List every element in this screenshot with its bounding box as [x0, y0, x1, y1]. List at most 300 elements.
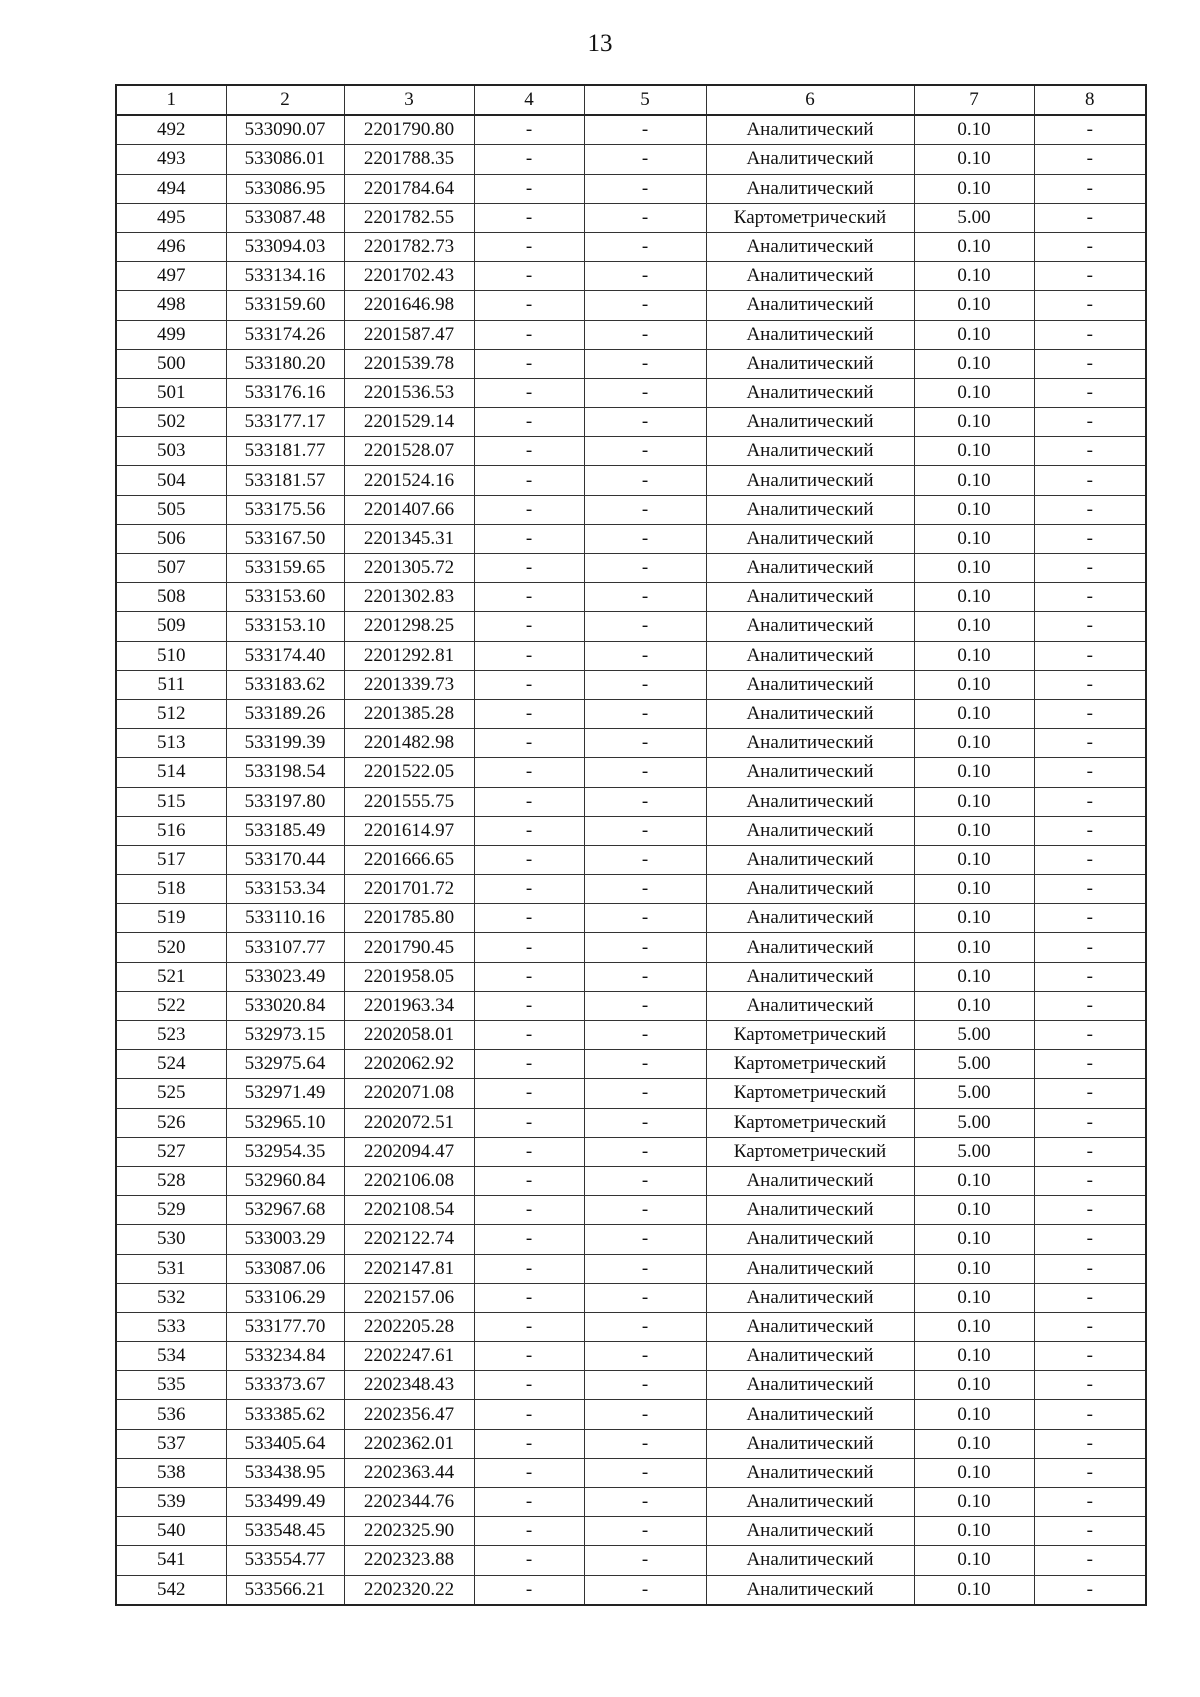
table-cell-col-8: -	[1034, 1575, 1146, 1605]
table-cell-col-1: 508	[116, 583, 226, 612]
table-cell-col-4: -	[474, 495, 584, 524]
table-cell-col-1: 494	[116, 174, 226, 203]
table-cell-col-2: 533198.54	[226, 758, 344, 787]
table-cell-col-4: -	[474, 1108, 584, 1137]
table-cell-col-4: -	[474, 991, 584, 1020]
table-cell-col-5: -	[584, 495, 706, 524]
table-cell-col-1: 502	[116, 408, 226, 437]
table-cell-col-8: -	[1034, 554, 1146, 583]
table-cell-col-7: 0.10	[914, 845, 1034, 874]
table-cell-col-3: 2201339.73	[344, 670, 474, 699]
table-cell-col-2: 533086.95	[226, 174, 344, 203]
table-cell-col-1: 516	[116, 816, 226, 845]
table-cell-col-8: -	[1034, 466, 1146, 495]
table-cell-col-8: -	[1034, 408, 1146, 437]
table-cell-col-6: Аналитический	[706, 1371, 914, 1400]
table-row	[116, 115, 1146, 145]
table-cell-col-3: 2201784.64	[344, 174, 474, 203]
table-cell-col-6: Аналитический	[706, 816, 914, 845]
table-row	[116, 203, 1146, 232]
table-cell-col-1: 505	[116, 495, 226, 524]
table-cell-col-8: -	[1034, 670, 1146, 699]
table-cell-col-2: 533170.44	[226, 845, 344, 874]
table-cell-col-3: 2202157.06	[344, 1283, 474, 1312]
table-cell-col-7: 0.10	[914, 1458, 1034, 1487]
table-cell-col-1: 522	[116, 991, 226, 1020]
table-row	[116, 408, 1146, 437]
table-cell-col-1: 519	[116, 904, 226, 933]
table-cell-col-1: 533	[116, 1312, 226, 1341]
table-cell-col-1: 496	[116, 232, 226, 261]
table-cell-col-1: 541	[116, 1546, 226, 1575]
table-cell-col-5: -	[584, 1196, 706, 1225]
table-cell-col-2: 533153.10	[226, 612, 344, 641]
table-cell-col-7: 0.10	[914, 1283, 1034, 1312]
table-cell-col-2: 533110.16	[226, 904, 344, 933]
table-cell-col-4: -	[474, 262, 584, 291]
table-cell-col-3: 2201614.97	[344, 816, 474, 845]
table-cell-col-7: 5.00	[914, 1050, 1034, 1079]
table-cell-col-3: 2201524.16	[344, 466, 474, 495]
table-cell-col-7: 0.10	[914, 174, 1034, 203]
table-cell-col-1: 507	[116, 554, 226, 583]
table-cell-col-3: 2201407.66	[344, 495, 474, 524]
table-cell-col-3: 2201701.72	[344, 875, 474, 904]
table-row	[116, 875, 1146, 904]
table-cell-col-3: 2202094.47	[344, 1137, 474, 1166]
table-cell-col-5: -	[584, 729, 706, 758]
table-cell-col-2: 533023.49	[226, 962, 344, 991]
table-row	[116, 612, 1146, 641]
table-cell-col-5: -	[584, 1021, 706, 1050]
table-cell-col-7: 0.10	[914, 991, 1034, 1020]
table-cell-col-8: -	[1034, 291, 1146, 320]
table-cell-col-6: Картометрический	[706, 1108, 914, 1137]
table-cell-col-8: -	[1034, 524, 1146, 553]
table-row	[116, 1079, 1146, 1108]
table-cell-col-6: Аналитический	[706, 1575, 914, 1605]
table-cell-col-7: 0.10	[914, 612, 1034, 641]
column-header-2: 2	[226, 85, 344, 115]
table-cell-col-1: 504	[116, 466, 226, 495]
table-cell-col-1: 498	[116, 291, 226, 320]
table-cell-col-2: 533499.49	[226, 1488, 344, 1517]
table-cell-col-4: -	[474, 320, 584, 349]
table-cell-col-5: -	[584, 991, 706, 1020]
table-cell-col-4: -	[474, 875, 584, 904]
table-cell-col-1: 526	[116, 1108, 226, 1137]
table-cell-col-6: Картометрический	[706, 1079, 914, 1108]
table-row	[116, 174, 1146, 203]
table-cell-col-6: Аналитический	[706, 378, 914, 407]
table-cell-col-4: -	[474, 291, 584, 320]
table-cell-col-6: Картометрический	[706, 1137, 914, 1166]
table-cell-col-3: 2202147.81	[344, 1254, 474, 1283]
table-cell-col-8: -	[1034, 1458, 1146, 1487]
table-row	[116, 962, 1146, 991]
table-cell-col-6: Картометрический	[706, 1021, 914, 1050]
coordinates-table	[115, 84, 1147, 1606]
table-cell-col-1: 525	[116, 1079, 226, 1108]
table-row	[116, 670, 1146, 699]
table-cell-col-4: -	[474, 1079, 584, 1108]
table-cell-col-2: 533197.80	[226, 787, 344, 816]
table-row	[116, 466, 1146, 495]
table-cell-col-8: -	[1034, 1050, 1146, 1079]
table-cell-col-8: -	[1034, 1312, 1146, 1341]
table-cell-col-8: -	[1034, 758, 1146, 787]
table-row	[116, 699, 1146, 728]
table-cell-col-5: -	[584, 524, 706, 553]
table-cell-col-6: Аналитический	[706, 1283, 914, 1312]
table-cell-col-4: -	[474, 1225, 584, 1254]
table-cell-col-1: 540	[116, 1517, 226, 1546]
table-cell-col-6: Аналитический	[706, 962, 914, 991]
table-cell-col-3: 2202323.88	[344, 1546, 474, 1575]
table-cell-col-7: 0.10	[914, 875, 1034, 904]
table-cell-col-5: -	[584, 1546, 706, 1575]
table-cell-col-2: 533185.49	[226, 816, 344, 845]
table-cell-col-7: 0.10	[914, 291, 1034, 320]
table-row	[116, 1458, 1146, 1487]
table-cell-col-5: -	[584, 1166, 706, 1195]
table-cell-col-6: Аналитический	[706, 729, 914, 758]
table-cell-col-7: 0.10	[914, 787, 1034, 816]
table-cell-col-4: -	[474, 904, 584, 933]
table-cell-col-7: 0.10	[914, 320, 1034, 349]
table-cell-col-8: -	[1034, 1488, 1146, 1517]
table-cell-col-4: -	[474, 437, 584, 466]
table-cell-col-8: -	[1034, 904, 1146, 933]
table-cell-col-8: -	[1034, 1021, 1146, 1050]
table-cell-col-7: 0.10	[914, 1575, 1034, 1605]
table-cell-col-4: -	[474, 232, 584, 261]
table-cell-col-1: 492	[116, 115, 226, 145]
table-cell-col-6: Аналитический	[706, 1225, 914, 1254]
table-cell-col-8: -	[1034, 1196, 1146, 1225]
table-cell-col-5: -	[584, 1488, 706, 1517]
table-cell-col-4: -	[474, 612, 584, 641]
table-cell-col-3: 2201536.53	[344, 378, 474, 407]
table-cell-col-7: 0.10	[914, 262, 1034, 291]
table-cell-col-7: 0.10	[914, 145, 1034, 174]
table-cell-col-8: -	[1034, 1166, 1146, 1195]
table-cell-col-6: Аналитический	[706, 145, 914, 174]
table-row	[116, 845, 1146, 874]
table-row	[116, 1312, 1146, 1341]
table-cell-col-4: -	[474, 583, 584, 612]
table-cell-col-4: -	[474, 1400, 584, 1429]
table-cell-col-3: 2201292.81	[344, 641, 474, 670]
table-row	[116, 1400, 1146, 1429]
table-cell-col-3: 2201522.05	[344, 758, 474, 787]
table-cell-col-6: Аналитический	[706, 408, 914, 437]
table-cell-col-4: -	[474, 524, 584, 553]
table-cell-col-6: Аналитический	[706, 1342, 914, 1371]
table-cell-col-4: -	[474, 174, 584, 203]
table-cell-col-8: -	[1034, 641, 1146, 670]
table-cell-col-4: -	[474, 1312, 584, 1341]
table-cell-col-5: -	[584, 1108, 706, 1137]
table-row	[116, 641, 1146, 670]
table-cell-col-1: 537	[116, 1429, 226, 1458]
table-cell-col-4: -	[474, 1050, 584, 1079]
table-row	[116, 554, 1146, 583]
table-row	[116, 1283, 1146, 1312]
table-cell-col-6: Аналитический	[706, 670, 914, 699]
table-cell-col-7: 5.00	[914, 1021, 1034, 1050]
table-cell-col-2: 533175.56	[226, 495, 344, 524]
table-cell-col-6: Аналитический	[706, 991, 914, 1020]
table-row	[116, 1196, 1146, 1225]
table-cell-col-5: -	[584, 962, 706, 991]
table-cell-col-7: 5.00	[914, 203, 1034, 232]
table-cell-col-3: 2201345.31	[344, 524, 474, 553]
table-cell-col-5: -	[584, 1137, 706, 1166]
table-cell-col-1: 542	[116, 1575, 226, 1605]
table-cell-col-4: -	[474, 1488, 584, 1517]
table-cell-col-5: -	[584, 437, 706, 466]
table-row	[116, 1225, 1146, 1254]
table-cell-col-5: -	[584, 262, 706, 291]
table-cell-col-1: 497	[116, 262, 226, 291]
table-cell-col-8: -	[1034, 816, 1146, 845]
table-cell-col-6: Аналитический	[706, 1400, 914, 1429]
table-cell-col-7: 0.10	[914, 1488, 1034, 1517]
column-header-5: 5	[584, 85, 706, 115]
table-cell-col-5: -	[584, 1225, 706, 1254]
table-cell-col-4: -	[474, 1166, 584, 1195]
table-cell-col-6: Аналитический	[706, 1546, 914, 1575]
table-cell-col-4: -	[474, 554, 584, 583]
table-row	[116, 1429, 1146, 1458]
table-cell-col-8: -	[1034, 699, 1146, 728]
table-cell-col-4: -	[474, 1517, 584, 1546]
table-row	[116, 349, 1146, 378]
table-cell-col-5: -	[584, 787, 706, 816]
table-cell-col-2: 532965.10	[226, 1108, 344, 1137]
table-cell-col-7: 0.10	[914, 1546, 1034, 1575]
table-cell-col-1: 538	[116, 1458, 226, 1487]
table-cell-col-3: 2201702.43	[344, 262, 474, 291]
table-cell-col-3: 2202108.54	[344, 1196, 474, 1225]
table-row	[116, 904, 1146, 933]
column-header-4: 4	[474, 85, 584, 115]
table-cell-col-7: 0.10	[914, 1371, 1034, 1400]
table-cell-col-5: -	[584, 1400, 706, 1429]
table-cell-col-3: 2201385.28	[344, 699, 474, 728]
table-cell-col-1: 534	[116, 1342, 226, 1371]
table-cell-col-5: -	[584, 145, 706, 174]
table-cell-col-2: 533094.03	[226, 232, 344, 261]
table-cell-col-3: 2201785.80	[344, 904, 474, 933]
table-cell-col-6: Аналитический	[706, 904, 914, 933]
table-cell-col-2: 533373.67	[226, 1371, 344, 1400]
table-row	[116, 1137, 1146, 1166]
table-cell-col-3: 2202348.43	[344, 1371, 474, 1400]
table-cell-col-5: -	[584, 1254, 706, 1283]
table-cell-col-1: 536	[116, 1400, 226, 1429]
table-row	[116, 816, 1146, 845]
table-cell-col-6: Аналитический	[706, 875, 914, 904]
table-cell-col-3: 2202071.08	[344, 1079, 474, 1108]
table-row	[116, 524, 1146, 553]
table-cell-col-2: 533153.34	[226, 875, 344, 904]
table-row	[116, 320, 1146, 349]
table-cell-col-7: 0.10	[914, 1517, 1034, 1546]
table-cell-col-5: -	[584, 232, 706, 261]
table-cell-col-7: 0.10	[914, 1312, 1034, 1341]
table-cell-col-1: 501	[116, 378, 226, 407]
table-cell-col-8: -	[1034, 1079, 1146, 1108]
table-cell-col-8: -	[1034, 583, 1146, 612]
table-cell-col-8: -	[1034, 933, 1146, 962]
table-cell-col-2: 533176.16	[226, 378, 344, 407]
table-cell-col-6: Аналитический	[706, 262, 914, 291]
table-row	[116, 1575, 1146, 1605]
table-cell-col-3: 2201790.45	[344, 933, 474, 962]
table-cell-col-6: Аналитический	[706, 1458, 914, 1487]
table-cell-col-5: -	[584, 466, 706, 495]
table-cell-col-3: 2202205.28	[344, 1312, 474, 1341]
table-cell-col-3: 2202362.01	[344, 1429, 474, 1458]
table-cell-col-1: 511	[116, 670, 226, 699]
table-cell-col-4: -	[474, 758, 584, 787]
table-cell-col-6: Аналитический	[706, 495, 914, 524]
table-cell-col-2: 533159.65	[226, 554, 344, 583]
table-cell-col-7: 0.10	[914, 115, 1034, 145]
table-cell-col-1: 528	[116, 1166, 226, 1195]
table-cell-col-3: 2201305.72	[344, 554, 474, 583]
table-cell-col-6: Аналитический	[706, 437, 914, 466]
table-cell-col-4: -	[474, 1429, 584, 1458]
table-cell-col-2: 533086.01	[226, 145, 344, 174]
table-cell-col-8: -	[1034, 232, 1146, 261]
table-cell-col-6: Аналитический	[706, 291, 914, 320]
table-cell-col-1: 527	[116, 1137, 226, 1166]
table-cell-col-6: Аналитический	[706, 174, 914, 203]
table-cell-col-4: -	[474, 1342, 584, 1371]
table-cell-col-8: -	[1034, 962, 1146, 991]
table-cell-col-1: 510	[116, 641, 226, 670]
table-cell-col-1: 530	[116, 1225, 226, 1254]
table-cell-col-8: -	[1034, 1283, 1146, 1312]
table-cell-col-3: 2201963.34	[344, 991, 474, 1020]
table-cell-col-5: -	[584, 203, 706, 232]
table-cell-col-6: Аналитический	[706, 1488, 914, 1517]
table-cell-col-4: -	[474, 378, 584, 407]
table-row	[116, 1546, 1146, 1575]
table-cell-col-3: 2201666.65	[344, 845, 474, 874]
table-cell-col-2: 533181.77	[226, 437, 344, 466]
table-row	[116, 1488, 1146, 1517]
table-cell-col-2: 533181.57	[226, 466, 344, 495]
table-cell-col-7: 0.10	[914, 1254, 1034, 1283]
table-cell-col-4: -	[474, 845, 584, 874]
table-row	[116, 262, 1146, 291]
table-cell-col-5: -	[584, 349, 706, 378]
table-cell-col-6: Аналитический	[706, 232, 914, 261]
table-cell-col-8: -	[1034, 320, 1146, 349]
table-cell-col-4: -	[474, 115, 584, 145]
table-cell-col-7: 0.10	[914, 641, 1034, 670]
table-cell-col-4: -	[474, 408, 584, 437]
table-cell-col-8: -	[1034, 437, 1146, 466]
table-row	[116, 495, 1146, 524]
table-cell-col-3: 2202363.44	[344, 1458, 474, 1487]
table-row	[116, 437, 1146, 466]
table-body	[116, 115, 1146, 1605]
table-cell-col-2: 533134.16	[226, 262, 344, 291]
table-cell-col-2: 533174.26	[226, 320, 344, 349]
table-cell-col-7: 0.10	[914, 524, 1034, 553]
table-cell-col-7: 0.10	[914, 495, 1034, 524]
table-cell-col-1: 524	[116, 1050, 226, 1079]
table-cell-col-1: 499	[116, 320, 226, 349]
table-cell-col-5: -	[584, 115, 706, 145]
table-cell-col-5: -	[584, 699, 706, 728]
table-cell-col-5: -	[584, 641, 706, 670]
table-cell-col-2: 533107.77	[226, 933, 344, 962]
table-cell-col-8: -	[1034, 115, 1146, 145]
table-cell-col-1: 532	[116, 1283, 226, 1312]
table-cell-col-3: 2202058.01	[344, 1021, 474, 1050]
table-cell-col-7: 0.10	[914, 933, 1034, 962]
table-cell-col-8: -	[1034, 203, 1146, 232]
table-row	[116, 991, 1146, 1020]
table-cell-col-2: 532975.64	[226, 1050, 344, 1079]
table-cell-col-5: -	[584, 670, 706, 699]
table-cell-col-2: 533199.39	[226, 729, 344, 758]
column-header-6: 6	[706, 85, 914, 115]
table-cell-col-3: 2202325.90	[344, 1517, 474, 1546]
table-cell-col-2: 533020.84	[226, 991, 344, 1020]
table-cell-col-8: -	[1034, 1546, 1146, 1575]
table-cell-col-8: -	[1034, 1342, 1146, 1371]
table-cell-col-5: -	[584, 583, 706, 612]
table-cell-col-6: Аналитический	[706, 845, 914, 874]
table-cell-col-4: -	[474, 1137, 584, 1166]
table-cell-col-7: 0.10	[914, 1225, 1034, 1254]
table-cell-col-6: Картометрический	[706, 203, 914, 232]
table-cell-col-2: 533385.62	[226, 1400, 344, 1429]
table-row	[116, 1371, 1146, 1400]
table-cell-col-2: 532973.15	[226, 1021, 344, 1050]
table-cell-col-4: -	[474, 1283, 584, 1312]
table-cell-col-8: -	[1034, 729, 1146, 758]
table-row	[116, 1021, 1146, 1050]
table-cell-col-3: 2201782.55	[344, 203, 474, 232]
table-cell-col-3: 2201790.80	[344, 115, 474, 145]
table-cell-col-6: Аналитический	[706, 115, 914, 145]
table-cell-col-3: 2201587.47	[344, 320, 474, 349]
table-cell-col-3: 2202072.51	[344, 1108, 474, 1137]
table-cell-col-1: 512	[116, 699, 226, 728]
table-row	[116, 145, 1146, 174]
table-cell-col-3: 2201298.25	[344, 612, 474, 641]
table-cell-col-2: 533177.70	[226, 1312, 344, 1341]
table-cell-col-3: 2202320.22	[344, 1575, 474, 1605]
table-cell-col-3: 2202247.61	[344, 1342, 474, 1371]
table-cell-col-8: -	[1034, 1517, 1146, 1546]
table-cell-col-2: 533180.20	[226, 349, 344, 378]
table-cell-col-4: -	[474, 933, 584, 962]
table-cell-col-5: -	[584, 554, 706, 583]
table-cell-col-7: 0.10	[914, 816, 1034, 845]
table-cell-col-4: -	[474, 1254, 584, 1283]
table-cell-col-1: 509	[116, 612, 226, 641]
table-cell-col-7: 0.10	[914, 962, 1034, 991]
